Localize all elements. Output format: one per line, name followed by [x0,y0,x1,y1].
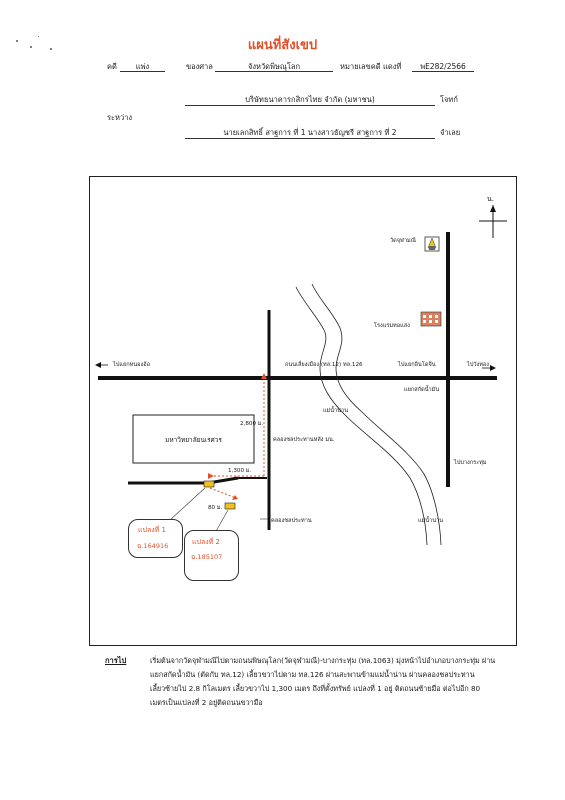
wangthong-direction-label: ไปวังทอง [467,362,490,368]
river-label: แม่น้ำน่าน [323,408,349,414]
main-road-label: ถนนเลี่ยงเมือง (ทล.12) ทล.126 [285,362,363,368]
plot2-deed-number: ฉ.185107 [191,553,223,561]
temple-label: วัดจุฬามณี [390,238,416,244]
plot1-deed-number: ฉ.164916 [137,542,169,550]
plot2-name: แปลงที่ 2 [192,538,220,546]
plaintiff-name: บริษัทธนาคารกสิกรไทย จำกัด (มหาชน) [245,95,375,104]
distance-80-label: 80 ม. [208,505,223,511]
river-lower-label: แม่น้ำน่าน [418,518,444,524]
defendant-role: จำเลย [440,128,461,137]
page-title: แผนที่สังเขป [247,38,318,53]
university-label: มหาวิทยาลัยนเรศวร [165,436,222,444]
plaintiff-role: โจทก์ [440,95,458,104]
directions-line-3: เลี้ยวซ้ายไป 2.8 กิโลเมตร เลี้ยวขวาไป 1,300 เมตร ถึงที่ตั้งทรัพย์ แปลงที่ 1 อยู่ ติดถนนซ้ายมือ ต่อไปอีก 80 [150,684,481,693]
canal-upper-label: คลองชลประทานหลัง มน. [273,437,335,443]
plot2-marker [225,503,235,509]
directions-line-1: เริ่มต้นจากวัดจุฬามณีไปตามถนนพิษณุโลก(วัดจุฬามณี)-บางกระทุ่ม (ทล.1063) มุ่งหน้าไปอำเภอบางกระทุ่ม ผ่าน [150,656,496,665]
plot1-name: แปลงที่ 1 [138,526,166,534]
indochina-direction-label: ไปแยกอินโดจีน [398,362,436,368]
north-arrow-icon [479,205,507,238]
north-label: น. [487,195,495,203]
court-name: จังหวัดพิษณุโลก [247,62,301,71]
west-direction-label: ไปแยกหนองอ้อ [113,362,150,368]
junction-label: แยกสกัดน้ำมัน [404,387,440,393]
directions-line-2: แยกสกัดน้ำมัน (ตัดกับ ทล.12) เลี้ยวขวาไปตาม ทล.126 ผ่านสะพานข้ามแม่น้ำน่าน ผ่านคลองชลประทาน [150,670,475,679]
case-number: พE282/2566 [420,62,466,71]
hotel-icon [421,312,441,326]
court-label: ของศาล [186,62,213,71]
canal-lower-label: คลองชลประทาน [271,518,312,524]
distance-1300-label: 1,300 ม. [228,468,252,474]
hotel-label: โรงแรมทอแสง [374,323,410,329]
plot1-marker [204,481,214,487]
directions-line-4: เมตรเป็นแปลงที่ 2 อยู่ติดถนนขวามือ [150,698,263,707]
directions-label: การไป [105,656,127,665]
bangkrathum-direction-label: ไปบางกระทุ่ม [454,460,487,466]
case-number-label: หมายเลขคดี แดงที่ [340,62,402,71]
distance-2800-label: 2,800 ม. [240,421,264,427]
case-type: แพ่ง [135,62,150,71]
between-label: ระหว่าง [107,113,133,122]
case-label: คดี [107,62,117,71]
defendant-name: นายเลกสิทธิ์ สาฐการ ที่ 1 นางสาวธัญชรี สาฐการ ที่ 2 [223,128,397,137]
temple-icon [425,237,439,251]
